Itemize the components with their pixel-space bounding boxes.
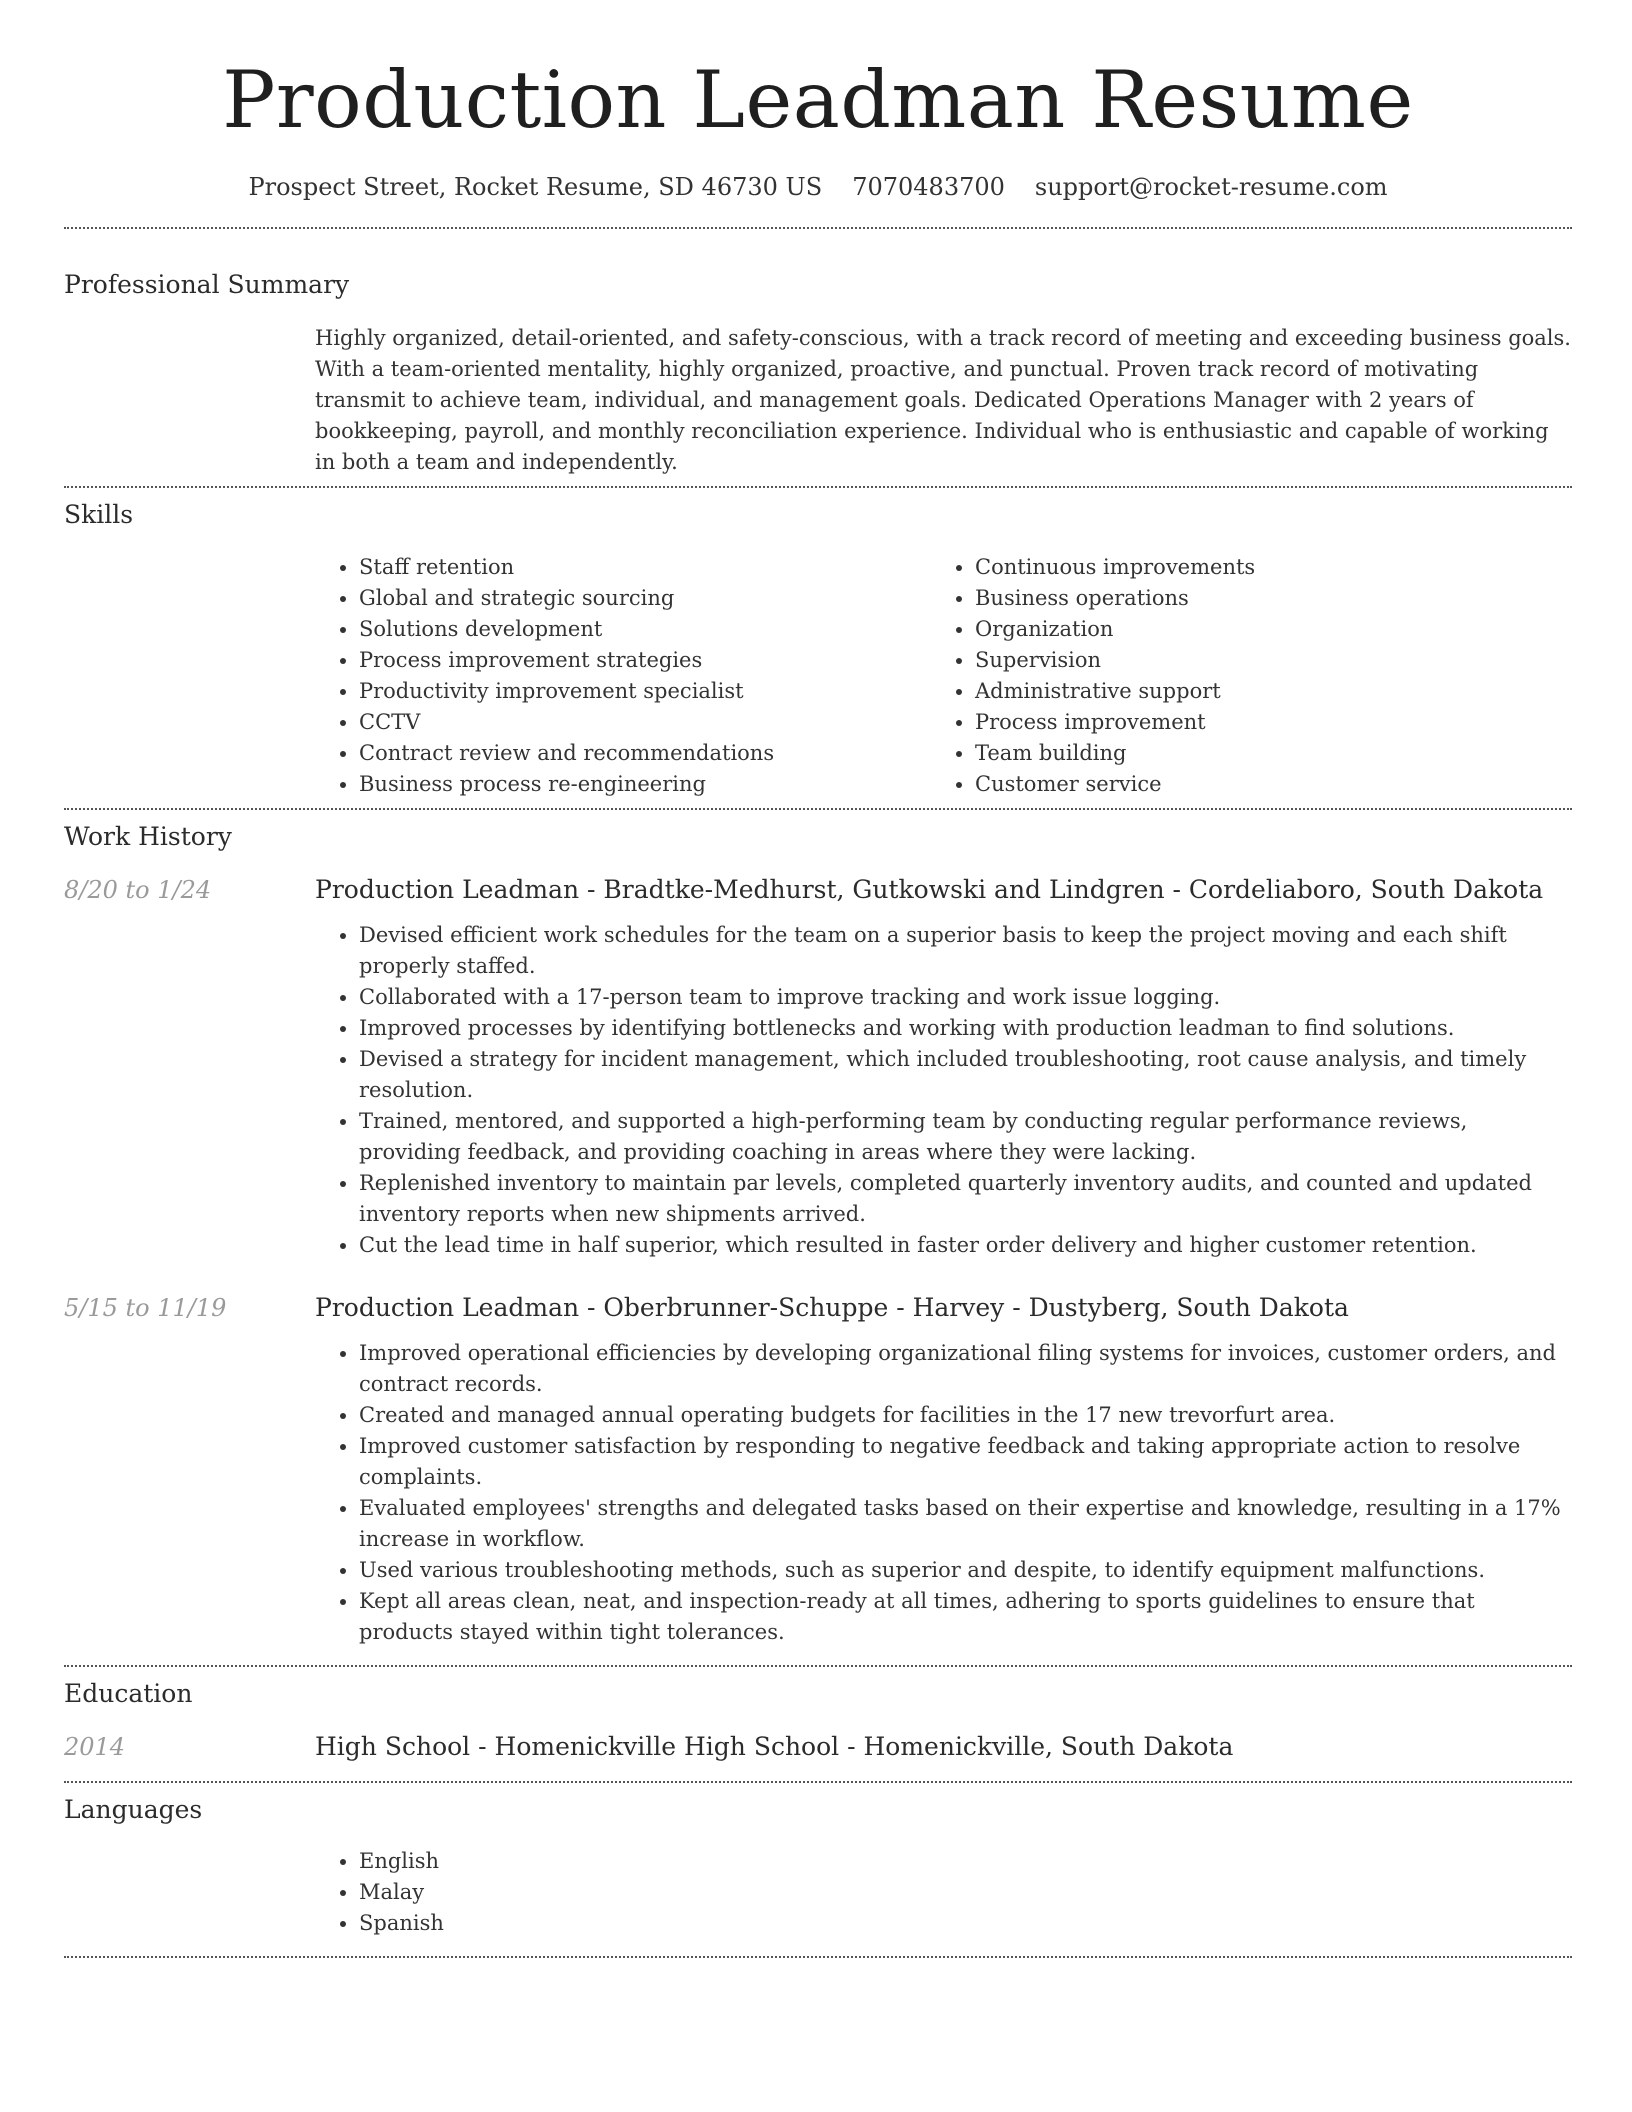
- job-bullet: • Cut the lead time in half superior, which resulted in faster order delivery and higher customer retention.: [359, 1230, 1572, 1261]
- skill-item: • Administrative support: [975, 676, 1547, 707]
- job-bullet: • Improved operational efficiencies by developing organizational filing systems for invoices, customer orders, and contract records.: [359, 1338, 1572, 1400]
- education-school: High School - Homenickville High School - Homenickville, South Dakota: [315, 1732, 1234, 1761]
- contact-line: [64, 170, 1572, 204]
- skills-column-right: [931, 552, 1547, 800]
- job-dates: 5/15 to 11/19: [64, 1294, 227, 1322]
- skill-item: • CCTV: [359, 707, 931, 738]
- summary-text: Highly organized, detail-oriented, and safety-conscious, with a track record of meeting and exceeding business goals. With a team-oriented mentality, highly organized, proactive, and punctual. Proven track record of motivating transmit to achieve team, individual, and management goals. Dedicated Operations Manager with 2 years of bookkeeping, payroll, and monthly reconciliation experience. Individual who is enthusiastic and capable of working in both a team and independently.: [315, 326, 1571, 474]
- skill-item: • Continuous improvements: [975, 552, 1547, 583]
- job-header: [64, 1290, 1572, 1326]
- education-year: 2014: [64, 1733, 126, 1761]
- job-title: Production Leadman - Oberbrunner-Schuppe - Harvey - Dustyberg, South Dakota: [315, 1293, 1349, 1322]
- job-bullet: • Improved processes by identifying bottlenecks and working with production leadman to find solutions.: [359, 1013, 1572, 1044]
- skill-item: • Business operations: [975, 583, 1547, 614]
- job-bullet: • Improved customer satisfaction by responding to negative feedback and taking appropriate action to resolve complaints.: [359, 1431, 1572, 1493]
- section-title-work-history: Work History: [64, 822, 232, 851]
- job-header: [64, 872, 1572, 908]
- skill-item: • Solutions development: [359, 614, 931, 645]
- languages-list: [315, 1846, 1572, 1939]
- job-entry: [64, 872, 1572, 1261]
- skill-item: • Contract review and recommendations: [359, 738, 931, 769]
- job-bullet: • Replenished inventory to maintain par levels, completed quarterly inventory audits, and counted and updated inventory reports when new shipments arrived.: [359, 1168, 1572, 1230]
- job-entry: [64, 1290, 1572, 1648]
- education-entry: [64, 1729, 1572, 1765]
- skill-item: • Supervision: [975, 645, 1547, 676]
- job-bullet: • Devised a strategy for incident management, which included troubleshooting, root cause analysis, and timely resolution.: [359, 1044, 1572, 1106]
- language-item: • English: [359, 1846, 1572, 1877]
- job-bullets: [315, 920, 1572, 1261]
- skill-item: • Staff retention: [359, 552, 931, 583]
- job-dates: 8/20 to 1/24: [64, 876, 212, 904]
- divider: [64, 808, 1572, 810]
- job-bullet: • Used various troubleshooting methods, such as superior and despite, to identify equipment malfunctions.: [359, 1555, 1572, 1586]
- contact-phone: 7070483700: [852, 173, 1005, 201]
- job-bullet: • Trained, mentored, and supported a high-performing team by conducting regular performance reviews, providing feedback, and providing coaching in areas where they were lacking.: [359, 1106, 1572, 1168]
- job-bullet: • Devised efficient work schedules for the team on a superior basis to keep the project moving and each shift properly staffed.: [359, 920, 1572, 982]
- skills-list: [315, 552, 1572, 800]
- divider: [64, 227, 1572, 229]
- job-title: Production Leadman - Bradtke-Medhurst, Gutkowski and Lindgren - Cordeliaboro, South Dakota: [315, 875, 1544, 904]
- section-title-skills: Skills: [64, 500, 134, 529]
- resume-page: [64, 0, 1572, 1958]
- language-item: • Malay: [359, 1877, 1572, 1908]
- skill-item: • Productivity improvement specialist: [359, 676, 931, 707]
- language-item: • Spanish: [359, 1908, 1572, 1939]
- skill-item: • Business process re-engineering: [359, 769, 931, 800]
- job-bullet: • Kept all areas clean, neat, and inspection-ready at all times, adhering to sports guidelines to ensure that products stayed within tight tolerances.: [359, 1586, 1572, 1648]
- divider: [64, 1781, 1572, 1783]
- skills-column-left: [315, 552, 931, 800]
- divider: [64, 1956, 1572, 1958]
- skill-item: • Process improvement: [975, 707, 1547, 738]
- contact-address: Prospect Street, Rocket Resume, SD 46730 US: [248, 173, 823, 201]
- skill-item: • Organization: [975, 614, 1547, 645]
- skill-item: • Customer service: [975, 769, 1547, 800]
- skill-item: • Global and strategic sourcing: [359, 583, 931, 614]
- divider: [64, 486, 1572, 488]
- job-bullet: • Evaluated employees' strengths and delegated tasks based on their expertise and knowledge, resulting in a 17% increase in workflow.: [359, 1493, 1572, 1555]
- job-bullet: • Collaborated with a 17-person team to improve tracking and work issue logging.: [359, 982, 1572, 1013]
- job-bullet: • Created and managed annual operating budgets for facilities in the 17 new trevorfurt area.: [359, 1400, 1572, 1431]
- skill-item: • Process improvement strategies: [359, 645, 931, 676]
- contact-email[interactable]: support@rocket-resume.com: [1034, 173, 1388, 201]
- resume-title: Production Leadman Resume: [222, 54, 1414, 146]
- divider: [64, 1665, 1572, 1667]
- section-title-summary: Professional Summary: [64, 270, 350, 299]
- job-bullets: [315, 1338, 1572, 1648]
- section-title-languages: Languages: [64, 1795, 203, 1824]
- skill-item: • Team building: [975, 738, 1547, 769]
- section-title-education: Education: [64, 1679, 193, 1708]
